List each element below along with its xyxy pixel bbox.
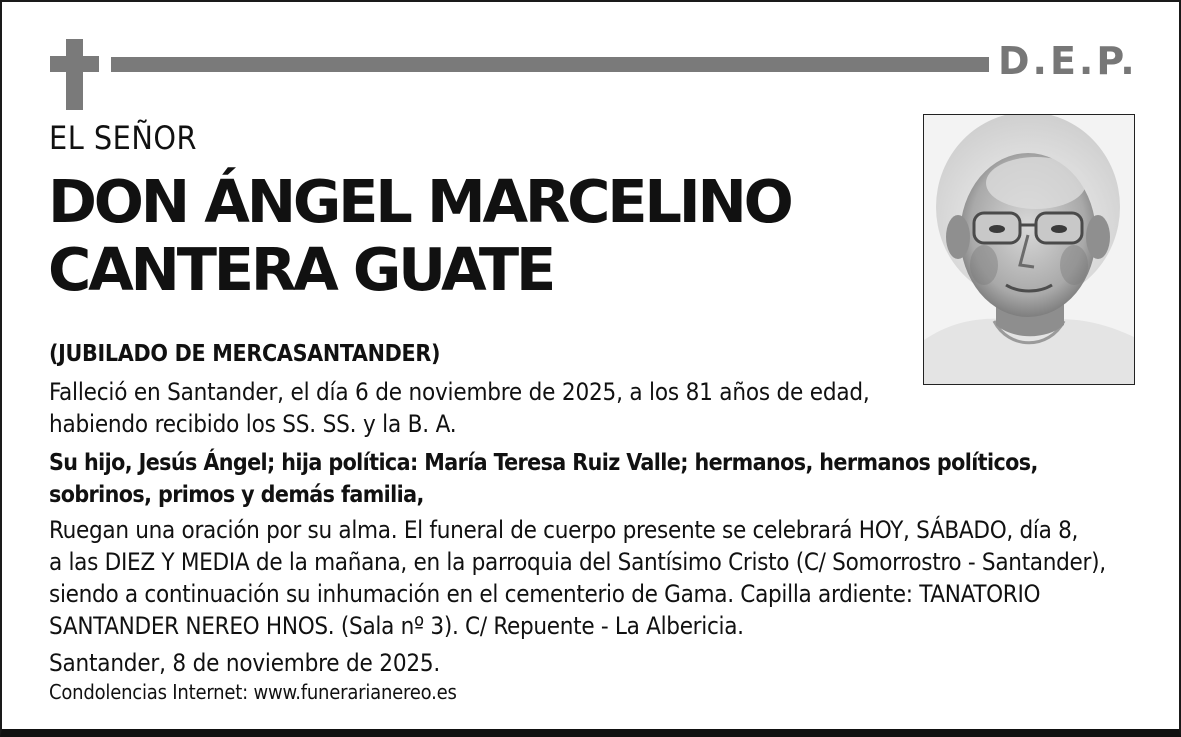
portrait-image	[924, 115, 1134, 384]
family-mourners	[49, 447, 1149, 511]
name-line-1: DON ÁNGEL MARCELINO	[48, 167, 791, 236]
name-line-2: CANTERA GUATE	[48, 235, 554, 304]
deceased-name	[48, 168, 908, 304]
funeral-line-4: SANTANDER NEREO HNOS. (Sala nº 3). C/ Repuente - La Albericia.	[49, 612, 744, 640]
funeral-line-2: a las DIEZ Y MEDIA de la mañana, en la parroquia del Santísimo Cristo (C/ Somorrostro - Santander),	[49, 548, 1106, 576]
condolences-website: Condolencias Internet: www.funerarianereo.es	[49, 680, 457, 704]
death-line-1: Falleció en Santander, el día 6 de noviembre de 2025, a los 81 años de edad,	[49, 378, 870, 406]
funeral-details	[49, 514, 1169, 642]
family-line-2: sobrinos, primos y demás familia,	[49, 482, 424, 508]
dep-label: D.E.P.	[998, 39, 1138, 83]
cross-icon-vertical-bar	[66, 39, 83, 110]
honorific: EL SEÑOR	[49, 119, 198, 157]
header-rule	[111, 57, 989, 72]
cross-icon-horizontal-bar	[50, 56, 99, 72]
death-line-2: habiendo recibido los SS. SS. y la B. A.	[49, 410, 457, 438]
death-announcement	[49, 376, 909, 440]
funeral-line-1: Ruegan una oración por su alma. El funeral de cuerpo presente se celebrará HOY, SÁBADO, día 8,	[49, 516, 1079, 544]
portrait-photo	[923, 114, 1135, 385]
occupation: (JUBILADO DE MERCASANTANDER)	[49, 341, 441, 367]
family-line-1: Su hijo, Jesús Ángel; hija política: María Teresa Ruiz Valle; hermanos, hermanos políticos,	[49, 450, 1038, 476]
place-date: Santander, 8 de noviembre de 2025.	[49, 649, 441, 677]
funeral-line-3: siendo a continuación su inhumación en el cementerio de Gama. Capilla ardiente: TANATORIO	[49, 580, 1041, 608]
